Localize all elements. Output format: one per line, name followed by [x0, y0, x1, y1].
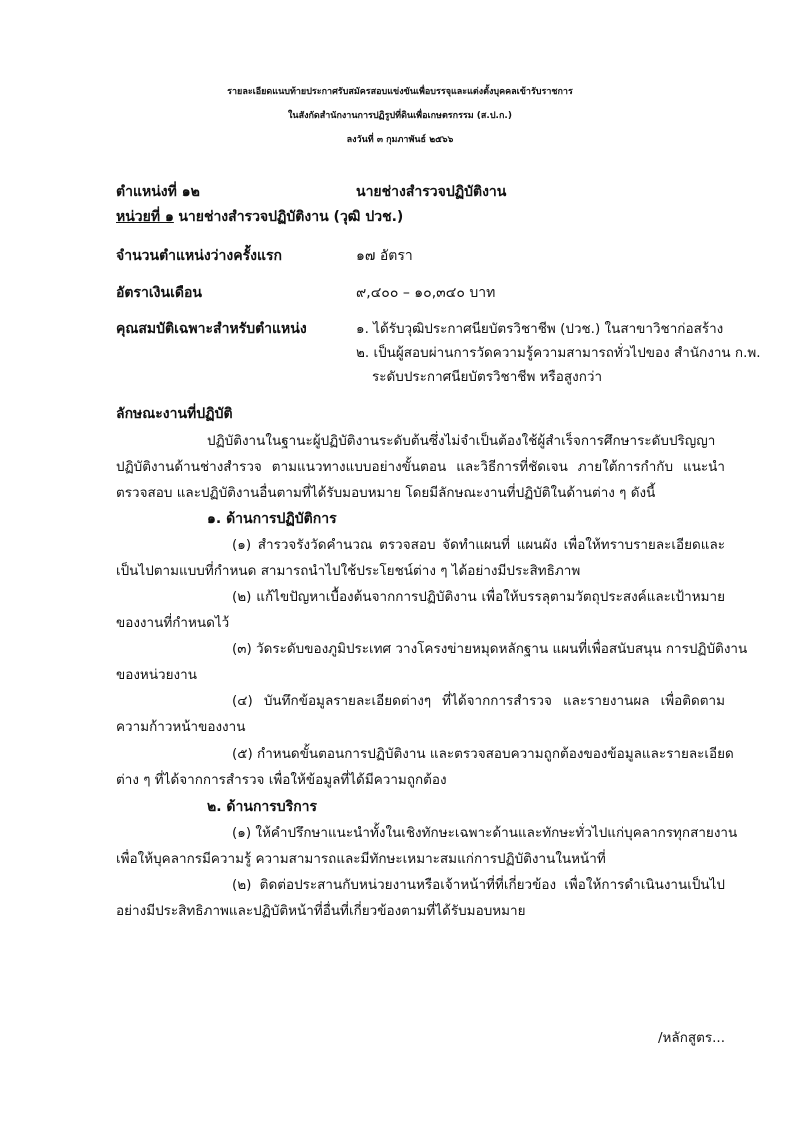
unit-label: หน่วยที่ ๑ — [116, 209, 174, 225]
salary-label: อัตราเงินเดือน — [116, 285, 202, 301]
unit-value: นายช่างสำรวจปฏิบัติงาน (วุฒิ ปวช.) — [178, 209, 404, 225]
s1-item-3b: ของหน่วยงาน — [116, 667, 197, 683]
position-label: ตำแหน่งที่ ๑๒ — [116, 184, 200, 200]
qualification-2b: ระดับประกาศนียบัตรวิชาชีพ หรือสูงกว่า — [372, 369, 603, 385]
duties-heading: ลักษณะงานที่ปฏิบัติ — [116, 406, 233, 422]
s1-item-1a: (๑) สำรวจรังวัดคำนวณ ตรวจสอบ จัดทำแผนที่ แผนผัง เพื่อให้ทราบรายละเอียดและ — [232, 537, 725, 553]
unit-row — [116, 208, 403, 226]
s2-item-1b: เพื่อให้บุคลากรมีความรู้ ความสามารถและมีทักษะเหมาะสมแก่การปฏิบัติงานในหน้าที่ — [116, 851, 606, 867]
qualification-1: ๑. ได้รับวุฒิประกาศนียบัตรวิชาชีพ (ปวช.) ในสาขาวิชาก่อสร้าง — [356, 321, 724, 337]
qualification-2a: ๒. เป็นผู้สอบผ่านการวัดความรู้ความสามารถทั่วไปของ สำนักงาน ก.พ. — [356, 345, 761, 361]
header-line-1: รายละเอียดแนบท้ายประกาศรับสมัครสอบแข่งขันเพื่อบรรจุและแต่งตั้งบุคคลเข้ารับราชการ — [227, 87, 573, 97]
intro-line-3: ตรวจสอบ และปฏิบัติงานอื่นตามที่ได้รับมอบหมาย โดยมีลักษณะงานที่ปฏิบัติในด้านต่าง ๆ ดังนี้ — [116, 485, 656, 501]
vacancy-value: ๑๗ อัตรา — [356, 248, 413, 264]
intro-line-1: ปฏิบัติงานในฐานะผู้ปฏิบัติงานระดับต้นซึ่งไม่จำเป็นต้องใช้ผู้สำเร็จการศึกษาระดับปริญญา — [207, 433, 716, 449]
s1-item-5b: ต่าง ๆ ที่ได้จากการสำรวจ เพื่อให้ข้อมูลที่ได้มีความถูกต้อง — [116, 772, 447, 788]
s2-item-2b: อย่างมีประสิทธิภาพและปฏิบัติหน้าที่อื่นที่เกี่ยวข้องตามที่ได้รับมอบหมาย — [116, 903, 526, 919]
s1-item-2b: ของงานที่กำหนดไว้ — [116, 615, 230, 631]
s1-item-4b: ความก้าวหน้าของงาน — [116, 719, 246, 735]
qualification-label: คุณสมบัติเฉพาะสำหรับตำแหน่ง — [116, 321, 307, 337]
header-line-3: ลงวันที่ ๓ กุมภาพันธ์ ๒๕๖๖ — [346, 135, 454, 145]
position-title: นายช่างสำรวจปฏิบัติงาน — [356, 184, 507, 200]
s1-item-1b: เป็นไปตามแบบที่กำหนด สามารถนำไปใช้ประโยชน์ต่าง ๆ ได้อย่างมีประสิทธิภาพ — [116, 563, 581, 579]
header-line-2: ในสังกัดสำนักงานการปฏิรูปที่ดินเพื่อเกษตรกรรม (ส.ป.ก.) — [288, 111, 512, 121]
intro-line-2: ปฏิบัติงานด้านช่างสำรวจ ตามแนวทางแบบอย่างขั้นตอน และวิธีการที่ชัดเจน ภายใต้การกำกับ แนะนำ — [116, 459, 725, 475]
section-2-title: ๒. ด้านการบริการ — [207, 799, 318, 815]
s1-item-3a: (๓) วัดระดับของภูมิประเทศ วางโครงข่ายหมุดหลักฐาน แผนที่เพื่อสนับสนุน การปฏิบัติงาน — [232, 641, 748, 657]
continuation-marker: /หลักสูตร... — [657, 1030, 725, 1046]
s1-item-4a: (๔) บันทึกข้อมูลรายละเอียดต่างๆ ที่ได้จากการสำรวจ และรายงานผล เพื่อติดตาม — [232, 693, 725, 709]
salary-value: ๙,๔๐๐ – ๑๐,๓๔๐ บาท — [356, 285, 496, 301]
s2-item-2a: (๒) ติดต่อประสานกับหน่วยงานหรือเจ้าหน้าที่ที่เกี่ยวข้อง เพื่อให้การดำเนินงานเป็นไป — [232, 877, 725, 893]
section-1-title: ๑. ด้านการปฏิบัติการ — [207, 511, 337, 527]
vacancy-label: จำนวนตำแหน่งว่างครั้งแรก — [116, 248, 282, 264]
s1-item-5a: (๕) กำหนดขั้นตอนการปฏิบัติงาน และตรวจสอบความถูกต้องของข้อมูลและรายละเอียด — [232, 746, 734, 762]
s1-item-2a: (๒) แก้ไขปัญหาเบื้องต้นจากการปฏิบัติงาน เพื่อให้บรรลุตามวัตถุประสงค์และเป้าหมาย — [232, 589, 725, 605]
s2-item-1a: (๑) ให้คำปรึกษาแนะนำทั้งในเชิงทักษะเฉพาะด้านและทักษะทั่วไปแก่บุคลากรทุกสายงาน — [232, 825, 738, 841]
